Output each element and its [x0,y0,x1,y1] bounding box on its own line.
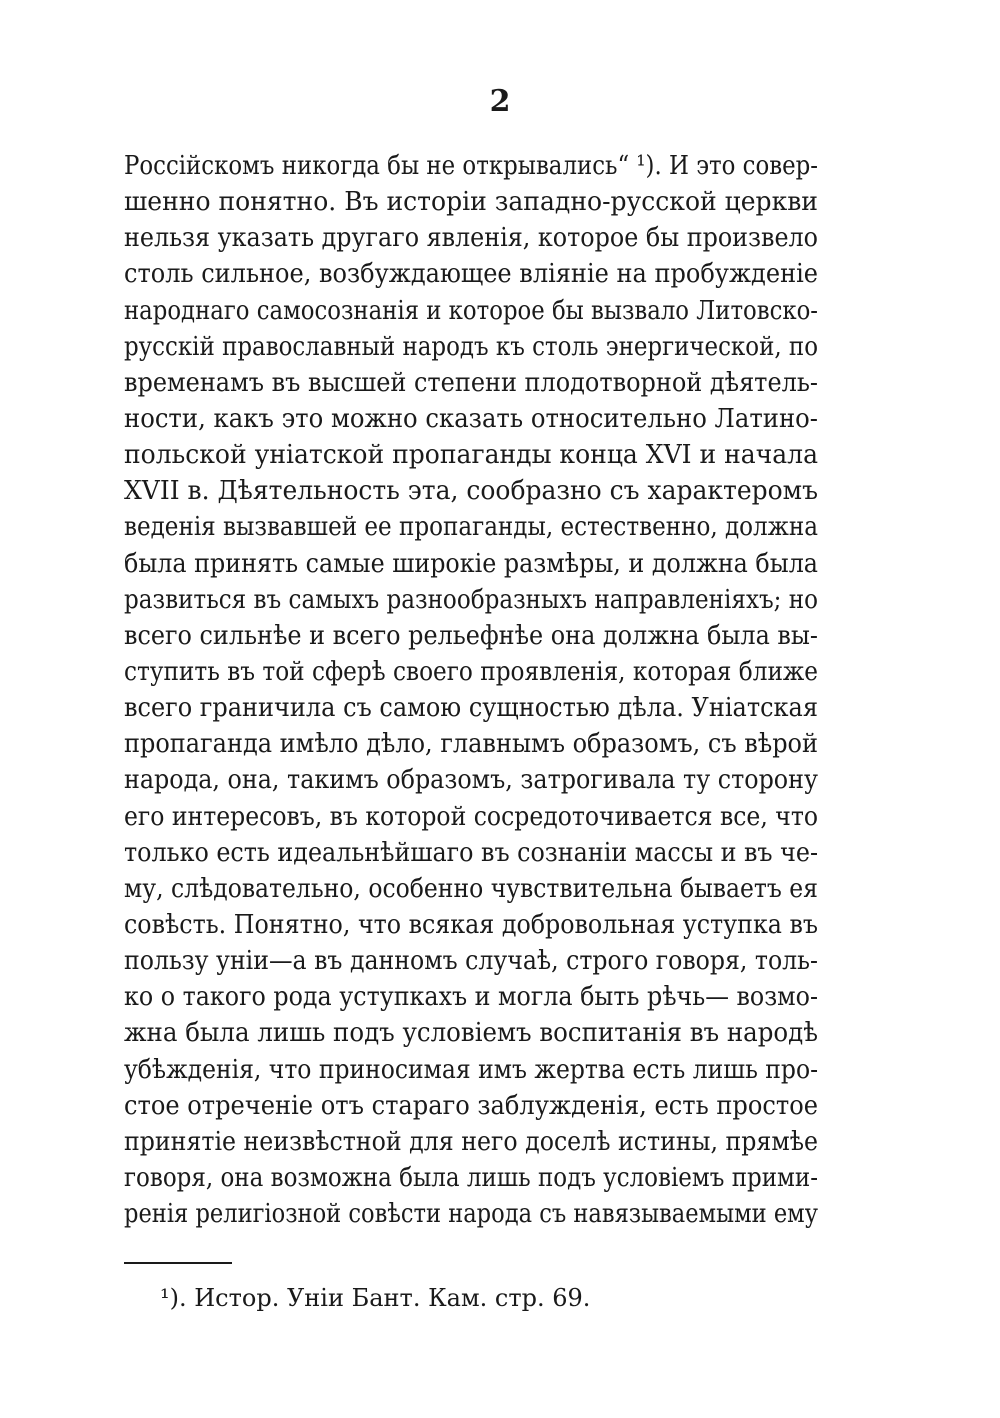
text-line: ренія религіозной совѣсти народа съ навязываемыми ему [124,1199,818,1230]
text-line: Россійскомъ никогда бы не открывались“ ¹). И это совер- [124,151,818,181]
page-number: 2 [489,84,511,119]
text-line: принятіе неизвѣстной для него доселѣ истины, прямѣе [124,1126,818,1157]
footnote-rule [124,1262,232,1264]
text-line: XVII в. Дѣятельность эта, сообразно съ характеромъ [124,476,818,507]
text-line: развиться въ самыхъ разнообразныхъ направленіяхъ; но [124,584,818,615]
text-line: временамъ въ высшей степени плодотворной дѣятель- [124,367,818,398]
text-line: веденія вызвавшей ее пропаганды, естественно, должна [124,512,818,543]
text-line: народа, она, такимъ образомъ, затрогивала ту сторону [124,765,818,796]
text-line: стое отреченіе отъ стараго заблужденія, есть простое [124,1090,818,1121]
text-line: его интересовъ, въ которой сосредоточивается все, что [124,801,818,832]
text-line: совѣсть. Понятно, что всякая добровольная уступка въ [124,909,818,940]
text-line: нельзя указать другаго явленія, которое бы произвело [124,223,818,254]
text-line: всего граничила съ самою сущностью дѣла. Уніатская [124,693,818,724]
footnote: ¹). Истор. Уніи Бант. Кам. стр. 69. [160,1284,591,1312]
body-text [124,148,818,1232]
text-line: убѣжденія, что приносимая имъ жертва есть лишь про- [124,1054,818,1085]
text-line: всего сильнѣе и всего рельефнѣе она должна была вы- [124,620,818,651]
text-line: му, слѣдовательно, особенно чувствительна бываетъ ея [124,873,818,904]
text-line: говоря, она возможна была лишь подъ условіемъ прими- [124,1162,818,1193]
text-line: пропаганда имѣло дѣло, главнымъ образомъ, съ вѣрой [124,729,818,760]
text-line: жна была лишь подъ условіемъ воспитанія въ народѣ [124,1018,818,1049]
text-line: польской уніатской пропаганды конца XVI и начала [124,440,818,471]
text-line: народнаго самосознанія и которое бы вызвало Литовско- [124,295,818,326]
text-line: шенно понятно. Въ исторіи западно-русской церкви [124,187,818,218]
text-line: столь сильное, возбуждающее вліяніе на пробужденіе [124,259,818,290]
text-line: ступить въ той сферѣ своего проявленія, которая ближе [124,656,818,687]
text-line: ности, какъ это можно сказать относительно Латино- [124,403,818,434]
text-line: только есть идеальнѣйшаго въ сознаніи массы и въ че- [124,837,818,868]
text-line: ко о такого рода уступкахъ и могла быть рѣчь— возмо- [124,982,818,1013]
text-line: русскій православный народъ къ столь энергической, по [124,331,818,362]
text-line: пользу уніи—а въ данномъ случаѣ, строго говоря, толь- [124,946,818,977]
text-line: была принять самые широкіе размѣры, и должна была [124,548,818,579]
